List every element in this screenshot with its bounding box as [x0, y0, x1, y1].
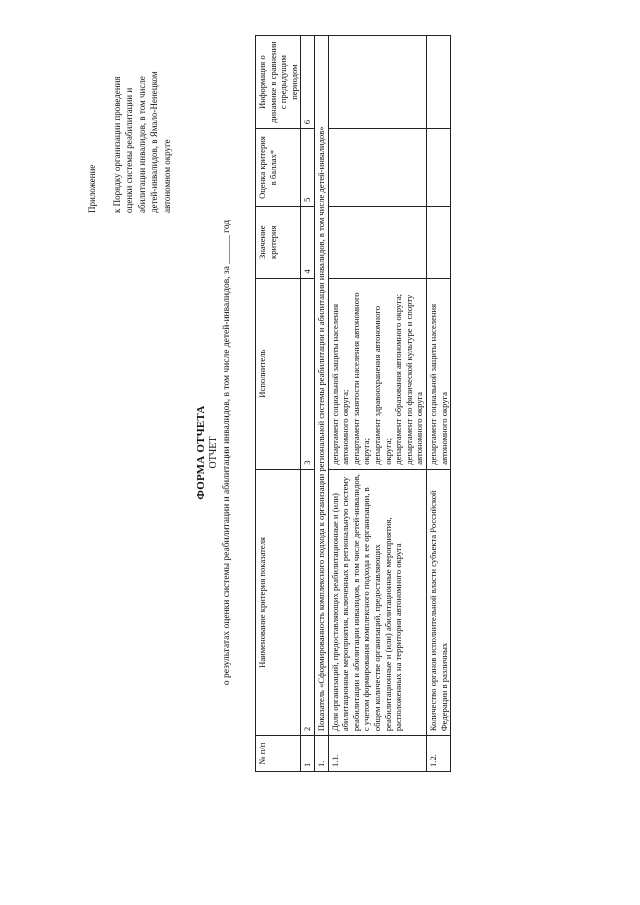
appendix-line: автономном округе: [161, 139, 172, 213]
row-num: 1.1.: [328, 736, 426, 772]
criterion-value: [426, 206, 450, 278]
report-subtitle: о результатах оценки системы реабилитации и абилитации инвалидов, в том числе детей-инвалидов, за ______ год: [222, 219, 232, 686]
header-name: Наименование критерия показателя: [256, 469, 301, 735]
row-num: 1.2.: [426, 736, 450, 772]
criterion-name: Количество органов исполнительной власти субъекта Российской Федерации в различных: [426, 469, 450, 735]
form-title: ФОРМА ОТЧЕТА: [195, 405, 207, 500]
table-header-row: [256, 36, 301, 772]
indicator-num: 1.: [314, 736, 328, 772]
executor-line: департамент социальной защиты населения автономного округа;: [329, 303, 351, 465]
appendix-block: [86, 53, 173, 213]
report-table: [255, 35, 451, 772]
executor-line: департамент занятости населения автономного округа;: [350, 292, 372, 465]
appendix-title: Приложение: [87, 164, 97, 213]
executor-cell: [328, 278, 426, 469]
appendix-line: оценки системы реабилитации и: [124, 87, 134, 213]
column-number: 3: [301, 278, 315, 469]
header-dynamics: Информация о динамике в сравнении с предыдущим периодом: [256, 36, 301, 129]
criterion-dynamics: [426, 36, 450, 129]
criterion-score: [426, 129, 450, 207]
criterion-dynamics: [328, 36, 426, 129]
executor-line: департамент здравоохранения автономного округа;: [371, 306, 393, 465]
column-numbers-row: [301, 36, 315, 772]
appendix-line: к Порядку организации проведения: [111, 76, 122, 213]
executor-cell: [426, 278, 450, 469]
column-number: 6: [301, 36, 315, 129]
column-number: 1: [301, 736, 315, 772]
criterion-name: Доля организаций, предоставляющих реабилитационные и (или) абилитационные мероприятия, включенных в региональную систему реабилитации и абилитации инвалидов, в том числе детей-инвалидов, с учетом формирования комплексного подхода к ее организации, в общем количестве организаций, предоставляющих реабилитационные и (или) абилитационные мероприятия, расположенных на территории автономного округа: [328, 469, 426, 735]
executor-line: департамент образования автономного округа;: [393, 293, 404, 465]
table-row: [328, 36, 426, 772]
executor-line: департамент социальной защиты населения автономного округа: [427, 303, 449, 465]
indicator-text: Показатель «Сформированность комплексного подхода к организации региональной системы реабилитации и абилитации инвалидов, в том числе детей-инвалидов»: [314, 36, 328, 736]
indicator-row: [314, 36, 328, 772]
report-heading: ОТЧЕТ: [208, 436, 219, 469]
column-number: 5: [301, 129, 315, 207]
header-score: Оценка критерия в баллах*: [256, 129, 301, 207]
executor-line: департамент по физической культуре и спорту автономного округа: [403, 294, 425, 465]
column-number: 4: [301, 206, 315, 278]
column-number: 2: [301, 469, 315, 735]
table-row: [426, 36, 450, 772]
header-executor: Исполнитель: [256, 278, 301, 469]
header-num: № п/п: [256, 736, 301, 772]
criterion-score: [328, 129, 426, 207]
header-value: Значение критерия: [256, 206, 301, 278]
criterion-value: [328, 206, 426, 278]
appendix-line: детей-инвалидов, в Ямало-Ненецком: [149, 71, 159, 213]
appendix-line: абилитации инвалидов, в том числе: [136, 76, 147, 213]
